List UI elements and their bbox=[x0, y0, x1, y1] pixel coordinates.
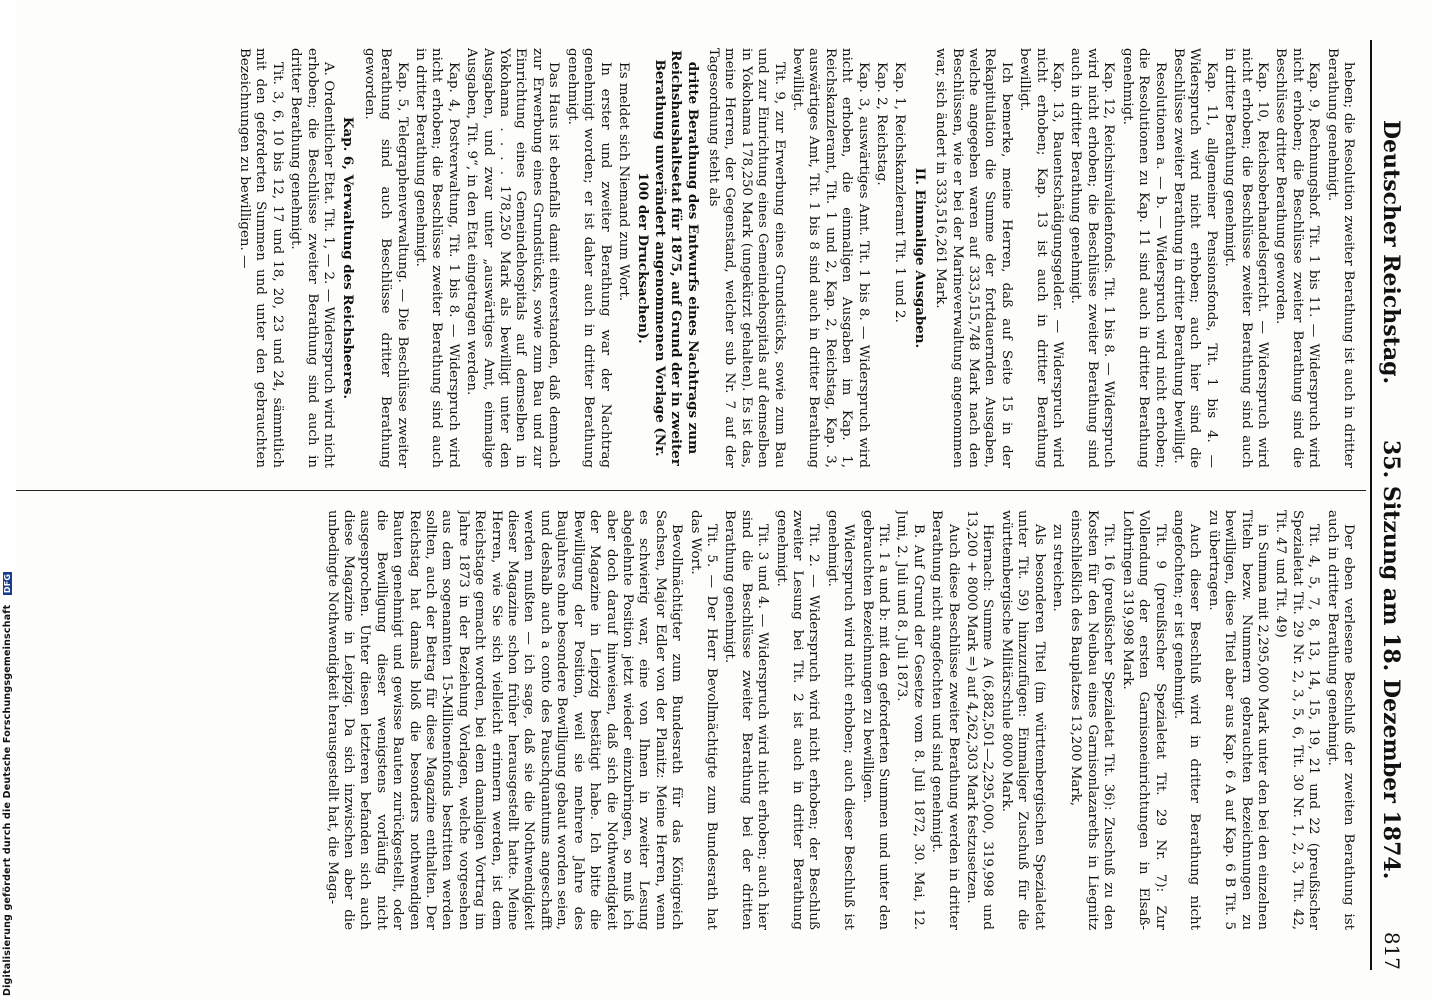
paragraph: Tit. 3 und 4. — Widerspruch wird nicht erhoben; auch hier sind die Beschlüsse zweiter Berathung bei der dritten Berathung genehmigt. bbox=[722, 510, 771, 930]
credit-text: Digitalisierung gefördert durch die Deutsche Forschungsgemeinschaft bbox=[2, 604, 13, 996]
paragraph: Kap. 11, allgemeiner Pensionsfonds, Tit. 1 bis 4. — Widerspruch wird nicht erhoben; auch hier sind die Beschlüsse zweiter Berathung in dritter Berathung bewilligt. bbox=[1170, 48, 1219, 468]
header-publication: Deutscher Reichstag. bbox=[1378, 120, 1404, 385]
paragraph: A. Ordentlicher Etat. Tit. 1, — 2. — Widerspruch wird nicht erhoben; die Beschlüsse zweiter Berathung sind auch in dritter Berathung genehmigt. bbox=[288, 48, 337, 468]
page-number: 817 bbox=[1380, 931, 1404, 970]
paragraph: Tit. 16 (preußischer Spezialetat Tit. 36): Zuschuß zu den Kosten für den Neubau eines Garnisonlazareths in Liegnitz einschließlich des Bauplatzes 13,200 Mark, bbox=[1068, 510, 1117, 930]
paragraph: Ich bemerke, meine Herren, daß auf Seite 15 in der Rekapitulation die Summe der fortdauernden Ausgaben, welche angegeben waren auf 333,515,748 Mark nach den Beschlüssen, wie er bei der Marineverwaltung angenommen war, sich ändert in 333,516,261 Mark. bbox=[933, 48, 1014, 468]
paragraph: Tit. 1 a und b: mit den geforderten Summen und unter den gebrauchten Bezeichnungen zu bewilligen. bbox=[859, 510, 892, 930]
paragraph: zu streichen. bbox=[1050, 524, 1066, 612]
paragraph: Hiernach: Summe A (6,882,501—2,295,000, 319,998 und 13,200 + 8000 Mark =) auf 4,262,303 Mark festzusetzen. bbox=[964, 510, 996, 930]
paragraph: Tit. 9, zur Erwerbung eines Grundstücks, sowie zum Bau und zur Einrichtung eines Gemeindehospitals auf demselben in Yokohama 178,250 Mark (ungekürzt gehalten). Es ist das, meine Herren, der Gegenstand, welcher sub Nr. 7 auf der Tagesordnung steht als bbox=[705, 48, 787, 468]
paragraph: heben; die Resolution zweiter Berathung ist auch in dritter Berathung genehmigt. bbox=[1324, 48, 1356, 468]
paragraph: Kap. 13, Bauentschädigungsgelder. — Widerspruch wird nicht erhoben; Kap. 13 ist auch in dritter Berathung bewilligt. bbox=[1017, 48, 1066, 468]
paragraph: Tit. 5. — Der Herr Bevollmächtigte zum Bundesrath hat das Wort. bbox=[687, 510, 719, 930]
paragraph: Widerspruch wird nicht erhoben; auch dieser Beschluß ist genehmigt. bbox=[824, 510, 857, 930]
header-session: 35. Sitzung am 18. Dezember 1874. bbox=[1378, 440, 1404, 880]
paragraph: Kap. 12, Reichsinvalidenfonds. Tit. 1 bis 8. — Widerspruch wird nicht erhoben; die Beschlüsse zweiter Berathung sind auch in dritter Berathung genehmigt. bbox=[1068, 48, 1117, 468]
paragraph: Bevollmächtigter zum Bundesrath für das Königreich Sachsen, Major Edler von der Planitz: Meine Herren, wenn es schwierig war, eine von Ihnen in zweiter Lesung abgelehnte Position jetzt wieder einzubringen, so muß ich aber doch darauf hinweisen, daß sich die Nothwendigkeit der Magazine in Leipzig bestätigt habe. Ich bitte die Bewilligung der Position, weil sie mehrere Jahre des Baujahres ohne besondere Bewilligung gebaut worden seien, und deshalb auch a conto des Pauschquantums angeschafft werden mußten — ich sage, daß sie die Nothwendigkeit dieser Magazine schon früher herausgestellt hatte. Meine Herren, wie Sie sich vielleicht erinnern werden, ist dem Reichstage gemacht worden, bei dem damaligen Vortrag im Jahre 1873 in der Beziehung Vorlagen, welche vorgesehen aus dem sogenannten 15-Millionenfonds bestritten werden sollten, auch der Betrag für diese Magazine enthalten. Der Reichstag hat damals bloß die besonders nothwendigen Bauten genehmigt und gewisse Bauten zurückgestellt, oder die Bewilligung dieser wenigstens vorläufig nicht ausgesprochen. Unter diesen letzteren befanden sich auch diese Magazine in Leipzig. Da sich inzwischen aber die unbedingte Nothwendigkeit herausgestellt hat, die Maga- bbox=[324, 510, 685, 930]
paragraph: Tit. 4, 5, 7, 8, 13, 14, 15, 19, 21 und 22 (preußischer Spezialetat Tit. 29 Nr. 2, 3, 5, 6, Tit. 30 Nr. 1, 2, 3, Tit. 42, Tit. 47 und Tit. 49) bbox=[1273, 510, 1322, 930]
paragraph: Kap. 3, auswärtiges Amt. Tit. 1 bis 8. — Widerspruch wird nicht erhoben, die einmaligen Ausgaben im Kap. 1, Reichskanzleramt, Tit. 1 und 2, Kap. 2, Reichstag, Kap. 3, auswärtiges Amt, Tit. 1 bis 8 sind auch in dritter Berathung bewilligt. bbox=[790, 48, 871, 468]
text-column-left bbox=[16, 48, 1356, 468]
paragraph: Es meldet sich Niemand zum Wort. bbox=[615, 62, 631, 302]
digitization-credit bbox=[2, 16, 18, 996]
paragraph: Tit. 9 (preußischer Spezialetat Tit. 29 Nr. 7): Zur Vollendung der ersten Garnisoneinrichtungen in Elsaß-Lothringen 319,998 Mark. bbox=[1119, 510, 1168, 930]
paragraph: Das Haus ist ebenfalls damit einverstanden, daß demnach zur Erwerbung eines Grundstücks, sowie zum Bau und zur Einrichtung eines Gemeindehospitals auf demselben in Yokohama . . . . 178,250 Mark als bewilligt unter den Ausgaben, und zwar unter „auswärtiges Amt, einmalige Ausgaben, Tit. 9“, in den Etat eingetragen werden. bbox=[464, 48, 562, 468]
paragraph: Kap. 2, Reichstag. bbox=[874, 62, 890, 186]
paragraph: Kap. 6, Verwaltung des Reichsheeres. bbox=[340, 116, 357, 400]
dfg-logo: DFG bbox=[3, 573, 12, 594]
paragraph: II. Einmalige Ausgaben. bbox=[911, 167, 928, 349]
page-header bbox=[1370, 40, 1412, 970]
paragraph: Kap. 5, Telegraphenverwaltung. — Die Beschlüsse zweiter Berathung sind auch Beschlüsse dritter Berathung geworden. bbox=[361, 48, 410, 468]
paragraph: Kap. 1, Reichskanzleramt Tit. 1 und 2. bbox=[892, 62, 908, 323]
paragraph: Auch dieser Beschluß wird in dritter Berathung nicht angefochten; er ist genehmigt. bbox=[1170, 510, 1203, 930]
paragraph: Tit. 2. — Widerspruch wird nicht erhoben; der Beschluß zweiter Lesung bei Tit. 2 ist auch in dritter Berathung genehmigt. bbox=[773, 510, 822, 930]
text-column-right bbox=[16, 510, 1356, 930]
paragraph: dritte Berathung des Entwurfs eines Nachtrags zum Reichshaushaltsetat für 1875, auf Grund der in zweiter Berathung unverändert angenommenen Vorlage (Nr. 100 der Drucksachen). bbox=[635, 50, 701, 466]
paragraph: Kap. 10, Reichsoberhandelsgericht. — Widerspruch wird nicht erhoben; die Beschlüsse zweiter Berathung sind auch in dritter Berathung genehmigt. bbox=[1222, 48, 1270, 468]
paragraph: In erster und zweiter Berathung war der Nachtrag genehmigt worden; er ist daher auch in dritter Berathung genehmigt. bbox=[564, 48, 613, 468]
paragraph: in Summa mit 2,295,000 Mark unter den bei den einzelnen Titeln bezw. Nummern gebrauchten Bezeichnungen zu bewilligen, diese Titel aber aus Kap. 6 A auf Kap. 6 B Tit. 5 zu übertragen. bbox=[1205, 510, 1270, 930]
paragraph: Tit. 3, 6, 10 bis 12, 17 und 18, 20, 23 und 24, sämmtlich mit den geforderten Summen und unter den gebrauchten Bezeichnungen zu bewilligen. — bbox=[237, 48, 285, 468]
paragraph: B. Auf Grund der Gesetze vom 8. Juli 1872, 30. Mai, 12. Juni, 2. Juli und 8. Juli 1873. bbox=[894, 510, 926, 930]
footer-strip bbox=[0, 0, 16, 1000]
paragraph: Kap. 9, Rechnungshof. Tit. 1 bis 11. — Widerspruch wird nicht erhoben; die Beschlüsse zweiter Berathung sind die Beschlüsse dritter Berathung geworden. bbox=[1273, 48, 1322, 468]
paragraph: Kap. 4, Postverwaltung, Tit. 1 bis 8. — Widerspruch wird nicht erhoben; die Beschlüsse zweiter Berathung sind auch in dritter Berathung genehmigt. bbox=[413, 48, 461, 468]
column-divider bbox=[16, 490, 1366, 491]
paragraph: Auch diese Beschlüsse zweiter Berathung werden in dritter Berathung nicht angefochten und sind genehmigt. bbox=[929, 510, 961, 930]
paragraph: Als besonderen Titel (im württembergischen Spezialetat unter Tit. 59) hinzuzufügen: Einmaliger Zuschuß für die württembergische Militärschule 8000 Mark. bbox=[998, 510, 1047, 930]
paragraph: Resolutionen a. — b. — Widerspruch wird nicht erhoben; die Resolutionen zu Kap. 11 sind auch in dritter Berathung genehmigt. bbox=[1119, 48, 1168, 468]
paragraph: Der eben verlesene Beschluß der zweiten Berathung ist auch in dritter Berathung genehmigt. bbox=[1324, 510, 1356, 930]
